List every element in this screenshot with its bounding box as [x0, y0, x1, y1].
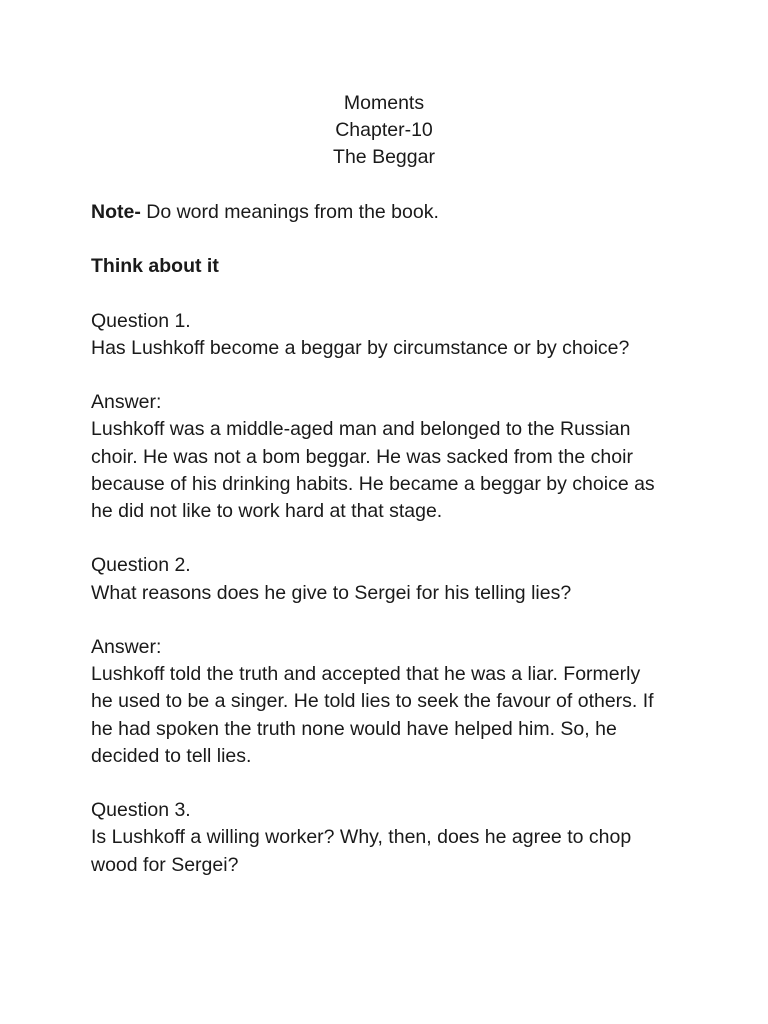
question-text: Has Lushkoff become a beggar by circumstance or by choice?: [91, 336, 630, 359]
answer-line: he did not like to work hard at that stage.: [91, 499, 443, 522]
chapter-title: The Beggar: [333, 146, 435, 169]
answer-line: Lushkoff told the truth and accepted that he was a liar. Formerly: [91, 663, 641, 686]
question-text: Is Lushkoff a willing worker? Why, then, does he agree to chop: [91, 826, 632, 849]
question-text: wood for Sergei?: [91, 853, 239, 876]
answer-line: he used to be a singer. He told lies to seek the favour of others. If: [91, 690, 654, 713]
qa-block-1: [91, 308, 691, 526]
document-header: [91, 90, 677, 172]
chapter-number: Chapter-10: [335, 119, 433, 142]
spacer: [91, 770, 691, 797]
answer-line: he had spoken the truth none would have helped him. So, he: [91, 717, 617, 740]
answer-line: decided to tell lies.: [91, 744, 252, 767]
answer-line: because of his drinking habits. He became a beggar by choice as: [91, 472, 655, 495]
answer-label: Answer:: [91, 635, 162, 658]
book-title: Moments: [343, 92, 425, 114]
spacer: [91, 226, 691, 253]
note-paragraph: [91, 199, 691, 226]
spacer: [91, 280, 691, 307]
answer-label: Answer:: [91, 391, 162, 414]
spacer: [91, 607, 691, 634]
answer-line: Lushkoff was a middle-aged man and belonged to the Russian: [91, 418, 631, 441]
spacer: [91, 525, 691, 552]
question-label: Question 3.: [91, 799, 191, 822]
question-label: Question 2.: [91, 554, 191, 577]
document-page: [91, 90, 691, 879]
question-label: Question 1.: [91, 309, 191, 332]
note-label: Note-: [91, 200, 141, 223]
answer-line: choir. He was not a bom beggar. He was sacked from the choir: [91, 445, 633, 468]
section-heading: Think about it: [91, 255, 219, 278]
spacer: [91, 172, 691, 199]
qa-block-3: [91, 797, 691, 879]
spacer: [91, 362, 691, 389]
note-text: Do word meanings from the book.: [140, 200, 439, 223]
question-text: What reasons does he give to Sergei for his telling lies?: [91, 581, 572, 604]
qa-block-2: [91, 552, 691, 770]
